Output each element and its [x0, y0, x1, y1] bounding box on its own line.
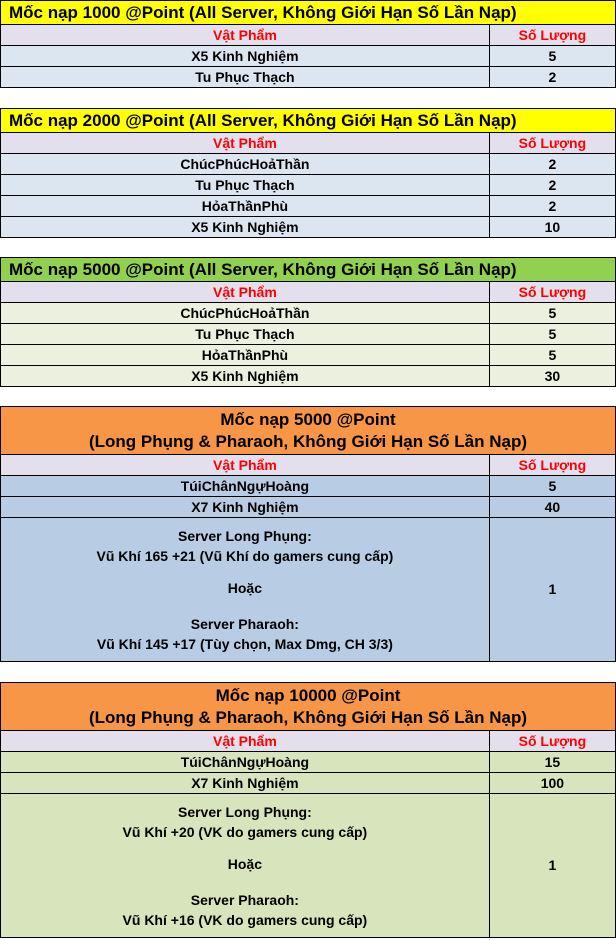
- table-row: [1, 46, 616, 67]
- weapon-line-5: Vũ Khí 145 +17 (Tùy chọn, Max Dmg, CH 3/3): [96, 635, 393, 652]
- header-qty: Số Lượng: [489, 455, 615, 476]
- item-qty: 2: [489, 154, 615, 175]
- item-name: X7 Kinh Nghiệm: [1, 497, 490, 518]
- item-qty: 2: [489, 67, 615, 88]
- item-qty: 1: [489, 518, 615, 662]
- item-qty: 5: [489, 303, 615, 324]
- weapon-line-4: Server Pharaoh:: [190, 891, 299, 908]
- title-line-2: (Long Phụng & Pharaoh, Không Giới Hạn Số Lần Nạp): [88, 707, 527, 727]
- title-line-1: Mốc nạp 5000 @Point: [220, 409, 396, 429]
- item-name: TúiChânNgựHoàng: [1, 476, 490, 497]
- header-qty: Số Lượng: [489, 25, 615, 46]
- header-qty: Số Lượng: [489, 133, 615, 154]
- table-row: [1, 345, 616, 366]
- weapon-line-1: Server Long Phụng:: [177, 527, 312, 544]
- weapon-line-2: Vũ Khí 165 +21 (Vũ Khí do gamers cung cấp): [96, 547, 394, 564]
- item-qty: 30: [489, 366, 615, 387]
- table-row: [1, 303, 616, 324]
- item-qty: 2: [489, 175, 615, 196]
- table-row: [1, 154, 616, 175]
- item-qty: 2: [489, 196, 615, 217]
- item-name: Tu Phục Thạch: [1, 175, 490, 196]
- item-qty: 5: [489, 345, 615, 366]
- item-name: X5 Kinh Nghiệm: [1, 366, 490, 387]
- item-qty: 100: [489, 773, 615, 794]
- table-2000-point: [0, 108, 616, 238]
- header-item: Vật Phẩm: [1, 731, 490, 752]
- weapon-line-4: Server Pharaoh:: [190, 615, 299, 632]
- table-10000-point-lp-pharaoh: [0, 682, 616, 938]
- table-title: [1, 407, 616, 455]
- item-name: X5 Kinh Nghiệm: [1, 217, 490, 238]
- item-qty: 5: [489, 324, 615, 345]
- weapon-or: Hoặc: [227, 855, 262, 872]
- title-line-2: (Long Phụng & Pharaoh, Không Giới Hạn Số Lần Nạp): [88, 431, 527, 451]
- item-name: Tu Phục Thạch: [1, 67, 490, 88]
- table-5000-point-all: [0, 257, 616, 387]
- item-qty: 15: [489, 752, 615, 773]
- weapon-or: Hoặc: [227, 579, 262, 596]
- table-row: [1, 497, 616, 518]
- table-row: [1, 752, 616, 773]
- table-1000-point: [0, 0, 616, 88]
- weapon-line-1: Server Long Phụng:: [177, 803, 312, 820]
- header-qty: Số Lượng: [489, 282, 615, 303]
- table-row: [1, 175, 616, 196]
- weapon-cell: [1, 794, 490, 938]
- item-name: TúiChânNgựHoàng: [1, 752, 490, 773]
- item-name: X5 Kinh Nghiệm: [1, 46, 490, 67]
- table-5000-point-lp-pharaoh: [0, 406, 616, 662]
- weapon-line-5: Vũ Khí +16 (VK do gamers cung cấp): [122, 911, 368, 928]
- table-title: Mốc nạp 2000 @Point (All Server, Không Giới Hạn Số Lần Nạp): [1, 109, 616, 133]
- weapon-line-2: Vũ Khí +20 (VK do gamers cung cấp): [122, 823, 368, 840]
- table-row: [1, 366, 616, 387]
- title-line-1: Mốc nạp 10000 @Point: [215, 685, 401, 705]
- item-name: Tu Phục Thạch: [1, 324, 490, 345]
- item-name: ChúcPhúcHoảThần: [1, 303, 490, 324]
- table-title: Mốc nạp 5000 @Point (All Server, Không Giới Hạn Số Lần Nạp): [1, 258, 616, 282]
- table-row: [1, 794, 616, 938]
- table-row: [1, 773, 616, 794]
- table-title: [1, 683, 616, 731]
- header-item: Vật Phẩm: [1, 133, 490, 154]
- item-qty: 10: [489, 217, 615, 238]
- header-item: Vật Phẩm: [1, 455, 490, 476]
- item-qty: 1: [489, 794, 615, 938]
- header-item: Vật Phẩm: [1, 25, 490, 46]
- weapon-cell: [1, 518, 490, 662]
- table-row: [1, 67, 616, 88]
- item-name: ChúcPhúcHoảThần: [1, 154, 490, 175]
- table-row: [1, 217, 616, 238]
- table-row: [1, 518, 616, 662]
- header-qty: Số Lượng: [489, 731, 615, 752]
- table-row: [1, 476, 616, 497]
- item-name: X7 Kinh Nghiệm: [1, 773, 490, 794]
- table-row: [1, 196, 616, 217]
- table-row: [1, 324, 616, 345]
- item-qty: 40: [489, 497, 615, 518]
- item-qty: 5: [489, 46, 615, 67]
- header-item: Vật Phẩm: [1, 282, 490, 303]
- table-title: Mốc nạp 1000 @Point (All Server, Không Giới Hạn Số Lần Nạp): [1, 1, 616, 25]
- item-qty: 5: [489, 476, 615, 497]
- item-name: HỏaThầnPhù: [1, 196, 490, 217]
- item-name: HỏaThầnPhù: [1, 345, 490, 366]
